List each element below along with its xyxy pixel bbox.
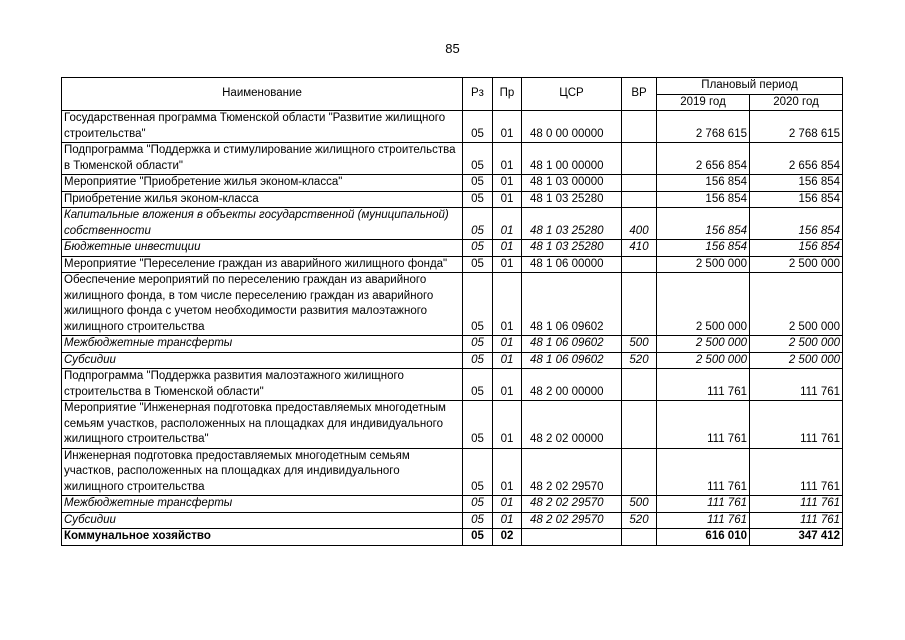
row-vr (622, 143, 657, 175)
row-rz: 05 (463, 369, 493, 401)
table-row (62, 352, 843, 369)
row-pr: 01 (493, 369, 522, 401)
row-value-2019: 2 500 000 (657, 336, 750, 353)
row-vr (622, 256, 657, 273)
row-rz: 05 (463, 208, 493, 240)
row-name: Мероприятие "Инженерная подготовка предоставляемых многодетным семьям участков, расположенных на площадках для индивидуального жилищного строительства" (62, 401, 463, 449)
row-value-2019: 156 854 (657, 240, 750, 257)
row-value-2020: 156 854 (750, 240, 843, 257)
row-csr: 48 1 03 25280 (522, 191, 622, 208)
table-row (62, 240, 843, 257)
table-row (62, 512, 843, 529)
table-row (62, 175, 843, 192)
row-csr: 48 2 02 29570 (522, 448, 622, 496)
row-vr: 520 (622, 512, 657, 529)
row-name: Субсидии (62, 512, 463, 529)
table-row (62, 336, 843, 353)
row-name: Мероприятие "Приобретение жилья эконом-класса" (62, 175, 463, 192)
row-pr: 01 (493, 111, 522, 143)
row-csr: 48 1 06 09602 (522, 352, 622, 369)
row-csr: 48 2 02 00000 (522, 401, 622, 449)
row-rz: 05 (463, 240, 493, 257)
row-rz: 05 (463, 143, 493, 175)
row-name: Подпрограмма "Поддержка и стимулирование жилищного строительства в Тюменской области" (62, 143, 463, 175)
row-vr (622, 175, 657, 192)
row-name: Приобретение жилья эконом-класса (62, 191, 463, 208)
row-name: Межбюджетные трансферты (62, 496, 463, 513)
row-name: Государственная программа Тюменской области "Развитие жилищного строительства" (62, 111, 463, 143)
row-value-2019: 2 500 000 (657, 273, 750, 336)
row-value-2019: 616 010 (657, 529, 750, 546)
table-row (62, 143, 843, 175)
row-rz: 05 (463, 191, 493, 208)
row-value-2020: 156 854 (750, 208, 843, 240)
row-vr: 520 (622, 352, 657, 369)
row-value-2020: 2 500 000 (750, 336, 843, 353)
row-csr: 48 2 02 29570 (522, 496, 622, 513)
row-rz: 05 (463, 401, 493, 449)
header-rz: Рз (463, 78, 493, 111)
header-pr: Пр (493, 78, 522, 111)
row-value-2019: 156 854 (657, 191, 750, 208)
row-value-2020: 111 761 (750, 369, 843, 401)
row-rz: 05 (463, 496, 493, 513)
row-csr: 48 1 03 25280 (522, 208, 622, 240)
row-csr: 48 2 02 29570 (522, 512, 622, 529)
row-vr (622, 111, 657, 143)
row-value-2020: 111 761 (750, 496, 843, 513)
row-csr: 48 0 00 00000 (522, 111, 622, 143)
row-value-2020: 111 761 (750, 401, 843, 449)
row-vr: 500 (622, 496, 657, 513)
row-vr: 500 (622, 336, 657, 353)
page-number: 85 (445, 41, 460, 56)
row-rz: 05 (463, 448, 493, 496)
row-name: Коммунальное хозяйство (62, 529, 463, 546)
row-value-2020: 2 500 000 (750, 256, 843, 273)
table-row (62, 273, 843, 336)
row-pr: 01 (493, 240, 522, 257)
row-value-2019: 111 761 (657, 496, 750, 513)
row-pr: 01 (493, 336, 522, 353)
row-value-2020: 111 761 (750, 512, 843, 529)
header-year-2020: 2020 год (750, 94, 843, 111)
row-pr: 01 (493, 496, 522, 513)
row-pr: 01 (493, 191, 522, 208)
row-rz: 05 (463, 256, 493, 273)
row-pr: 01 (493, 143, 522, 175)
row-pr: 01 (493, 352, 522, 369)
row-csr: 48 1 00 00000 (522, 143, 622, 175)
row-value-2019: 111 761 (657, 512, 750, 529)
row-name: Субсидии (62, 352, 463, 369)
table-row (62, 401, 843, 449)
table-row (62, 208, 843, 240)
row-value-2019: 2 500 000 (657, 256, 750, 273)
row-value-2020: 156 854 (750, 175, 843, 192)
row-rz: 05 (463, 529, 493, 546)
row-value-2019: 2 768 615 (657, 111, 750, 143)
row-pr: 02 (493, 529, 522, 546)
row-vr (622, 529, 657, 546)
row-value-2020: 2 500 000 (750, 273, 843, 336)
header-csr: ЦСР (522, 78, 622, 111)
row-vr (622, 401, 657, 449)
table-row (62, 111, 843, 143)
row-name: Капитальные вложения в объекты государственной (муниципальной) собственности (62, 208, 463, 240)
row-name: Мероприятие "Переселение граждан из аварийного жилищного фонда" (62, 256, 463, 273)
row-rz: 05 (463, 352, 493, 369)
row-vr (622, 273, 657, 336)
row-csr: 48 1 06 09602 (522, 273, 622, 336)
row-csr: 48 1 03 00000 (522, 175, 622, 192)
row-vr: 410 (622, 240, 657, 257)
table-row (62, 191, 843, 208)
row-value-2019: 111 761 (657, 369, 750, 401)
row-pr: 01 (493, 448, 522, 496)
row-rz: 05 (463, 175, 493, 192)
row-value-2020: 2 768 615 (750, 111, 843, 143)
table-row (62, 496, 843, 513)
header-vr: ВР (622, 78, 657, 111)
row-csr: 48 1 06 00000 (522, 256, 622, 273)
row-pr: 01 (493, 256, 522, 273)
table-row (62, 448, 843, 496)
row-name: Межбюджетные трансферты (62, 336, 463, 353)
row-vr (622, 369, 657, 401)
row-csr: 48 2 00 00000 (522, 369, 622, 401)
row-value-2019: 111 761 (657, 401, 750, 449)
row-vr (622, 191, 657, 208)
header-name: Наименование (62, 78, 463, 111)
row-value-2019: 2 656 854 (657, 143, 750, 175)
row-value-2020: 347 412 (750, 529, 843, 546)
row-value-2019: 156 854 (657, 175, 750, 192)
table-row (62, 369, 843, 401)
row-pr: 01 (493, 512, 522, 529)
table-row (62, 256, 843, 273)
row-vr: 400 (622, 208, 657, 240)
row-csr: 48 1 03 25280 (522, 240, 622, 257)
row-value-2019: 2 500 000 (657, 352, 750, 369)
header-year-2019: 2019 год (657, 94, 750, 111)
row-name: Обеспечение мероприятий по переселению граждан из аварийного жилищного фонда, в том числе переселению граждан из аварийного жилищного фонда с учетом необходимости развития малоэтажного жилищного строительства (62, 273, 463, 336)
row-value-2019: 111 761 (657, 448, 750, 496)
budget-table (61, 77, 843, 546)
row-pr: 01 (493, 401, 522, 449)
row-vr (622, 448, 657, 496)
row-value-2020: 2 656 854 (750, 143, 843, 175)
header-plan-period: Плановый период (657, 78, 843, 95)
row-value-2019: 156 854 (657, 208, 750, 240)
row-value-2020: 111 761 (750, 448, 843, 496)
table-row (62, 529, 843, 546)
row-pr: 01 (493, 208, 522, 240)
row-pr: 01 (493, 273, 522, 336)
row-csr: 48 1 06 09602 (522, 336, 622, 353)
row-value-2020: 156 854 (750, 191, 843, 208)
row-name: Подпрограмма "Поддержка развития малоэтажного жилищного строительства в Тюменской области" (62, 369, 463, 401)
row-name: Инженерная подготовка предоставляемых многодетным семьям участков, расположенных на площадках для индивидуального жилищного строительства (62, 448, 463, 496)
row-rz: 05 (463, 273, 493, 336)
row-csr (522, 529, 622, 546)
row-name: Бюджетные инвестиции (62, 240, 463, 257)
row-rz: 05 (463, 336, 493, 353)
row-rz: 05 (463, 512, 493, 529)
row-pr: 01 (493, 175, 522, 192)
row-value-2020: 2 500 000 (750, 352, 843, 369)
row-rz: 05 (463, 111, 493, 143)
